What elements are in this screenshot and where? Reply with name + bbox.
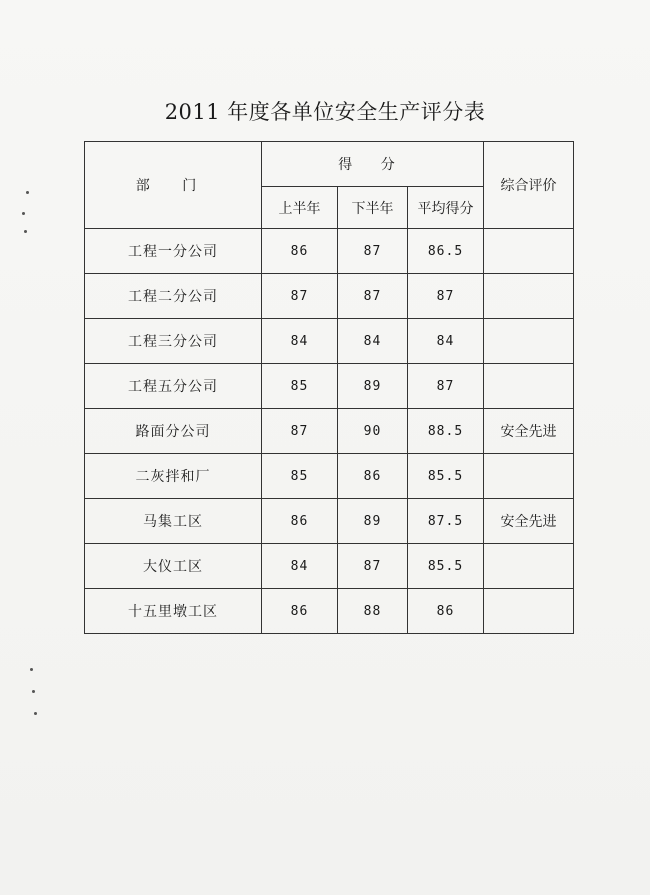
cell-evaluation [484,454,574,499]
score-table [84,141,574,634]
cell-department: 大仪工区 [85,544,262,589]
cell-evaluation [484,364,574,409]
table-row [85,229,574,274]
header-average: 平均得分 [408,187,484,229]
cell-average: 87 [408,274,484,319]
cell-first-half: 84 [262,544,338,589]
cell-evaluation: 安全先进 [484,499,574,544]
cell-second-half: 87 [338,229,408,274]
cell-average: 87 [408,364,484,409]
header-evaluation: 综合评价 [484,142,574,229]
cell-evaluation [484,319,574,364]
cell-department: 工程二分公司 [85,274,262,319]
cell-average: 84 [408,319,484,364]
table-row [85,499,574,544]
scan-speck [24,230,27,233]
cell-second-half: 84 [338,319,408,364]
scan-speck [22,212,25,215]
page-title: 2011 年度各单位安全生产评分表 [164,100,486,124]
cell-second-half: 90 [338,409,408,454]
cell-first-half: 87 [262,274,338,319]
table-row [85,364,574,409]
cell-average: 85.5 [408,454,484,499]
cell-average: 87.5 [408,499,484,544]
cell-second-half: 87 [338,544,408,589]
cell-department: 工程五分公司 [85,364,262,409]
cell-average: 86 [408,589,484,634]
cell-second-half: 89 [338,499,408,544]
cell-first-half: 86 [262,499,338,544]
cell-first-half: 87 [262,409,338,454]
table-row [85,319,574,364]
cell-evaluation [484,544,574,589]
header-second-half: 下半年 [338,187,408,229]
cell-second-half: 89 [338,364,408,409]
cell-average: 88.5 [408,409,484,454]
cell-department: 路面分公司 [85,409,262,454]
cell-second-half: 86 [338,454,408,499]
cell-department: 二灰拌和厂 [85,454,262,499]
table-header-row [85,142,574,187]
cell-average: 86.5 [408,229,484,274]
cell-first-half: 84 [262,319,338,364]
header-first-half: 上半年 [262,187,338,229]
table-row [85,409,574,454]
cell-second-half: 88 [338,589,408,634]
scan-speck [32,690,35,693]
scan-speck [30,668,33,671]
scan-speck [26,191,29,194]
cell-second-half: 87 [338,274,408,319]
cell-department: 十五里墩工区 [85,589,262,634]
cell-department: 马集工区 [85,499,262,544]
cell-evaluation: 安全先进 [484,409,574,454]
header-score: 得 分 [262,142,484,187]
table-row [85,589,574,634]
cell-first-half: 86 [262,589,338,634]
table-row [85,274,574,319]
table-row [85,544,574,589]
table-row [85,454,574,499]
header-department: 部 门 [85,142,262,229]
cell-first-half: 86 [262,229,338,274]
cell-evaluation [484,229,574,274]
cell-department: 工程三分公司 [85,319,262,364]
cell-department: 工程一分公司 [85,229,262,274]
cell-evaluation [484,274,574,319]
scan-speck [34,712,37,715]
cell-average: 85.5 [408,544,484,589]
cell-first-half: 85 [262,364,338,409]
cell-first-half: 85 [262,454,338,499]
cell-evaluation [484,589,574,634]
